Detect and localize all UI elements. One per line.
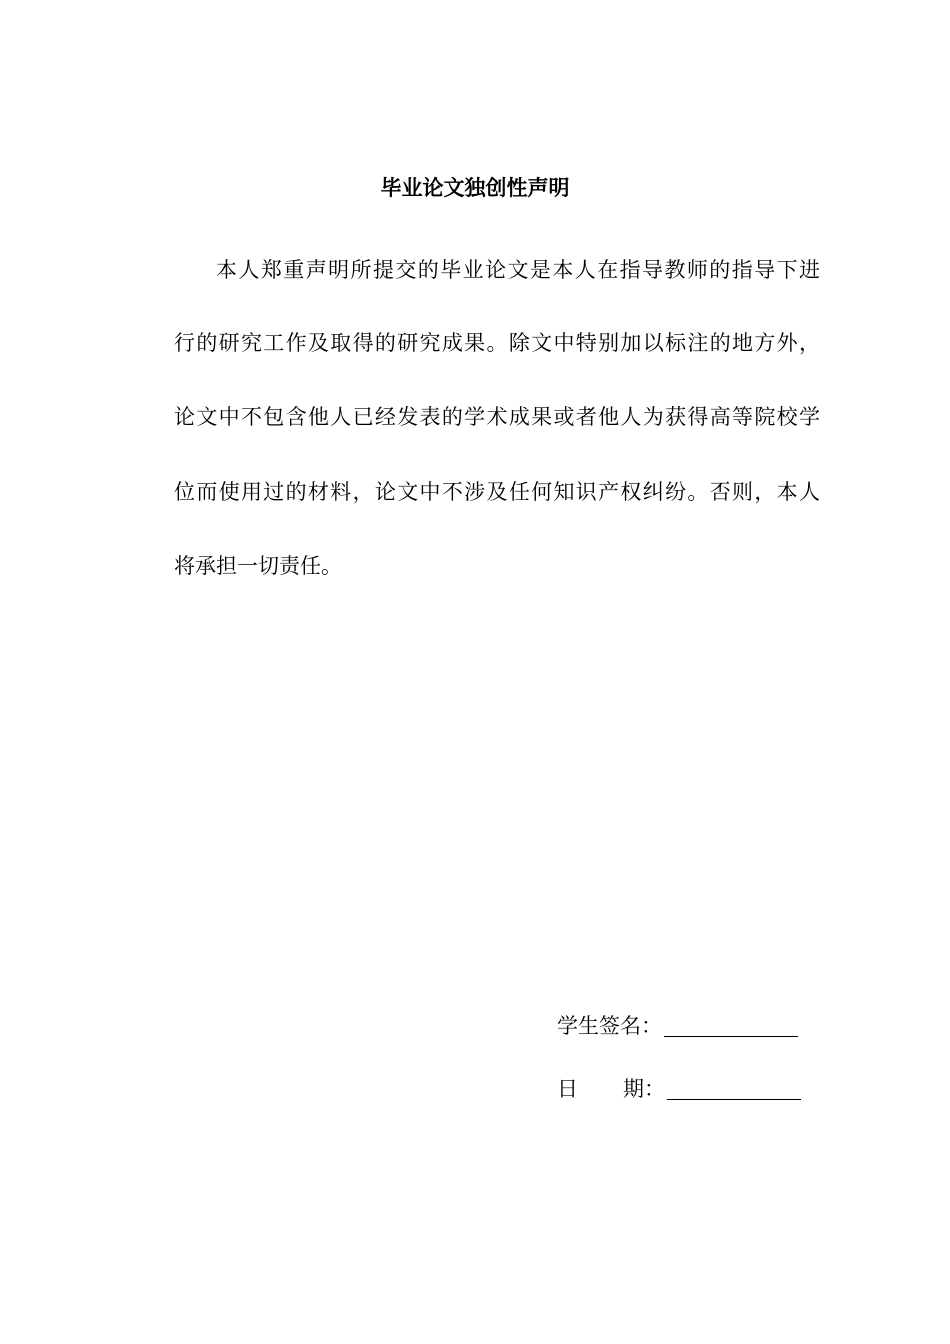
student-signature-row — [557, 1010, 798, 1042]
paragraph-line-3: 论文中不包含他人已经发表的学术成果或者他人为获得高等院校学 — [174, 405, 820, 429]
date-label-char-2: 期 — [623, 1077, 644, 1101]
student-signature-blank — [664, 1035, 798, 1037]
paragraph-line-2: 行的研究工作及取得的研究成果。除文中特别加以标注的地方外， — [174, 331, 820, 355]
date-blank — [667, 1098, 801, 1100]
date-row — [557, 1073, 801, 1105]
student-signature-label: 学生签名： — [557, 1014, 662, 1038]
paragraph-line-1: 本人郑重声明所提交的毕业论文是本人在指导教师的指导下进 — [216, 258, 820, 282]
document-title: 毕业论文独创性声明 — [380, 176, 570, 200]
date-label-colon: ： — [644, 1077, 665, 1101]
date-label — [557, 1073, 665, 1105]
date-label-char-1: 日 — [557, 1077, 578, 1101]
paragraph-line-4: 位而使用过的材料，论文中不涉及任何知识产权纠纷。否则，本人 — [174, 480, 820, 504]
paragraph-line-5: 将承担一切责任。 — [174, 554, 342, 578]
